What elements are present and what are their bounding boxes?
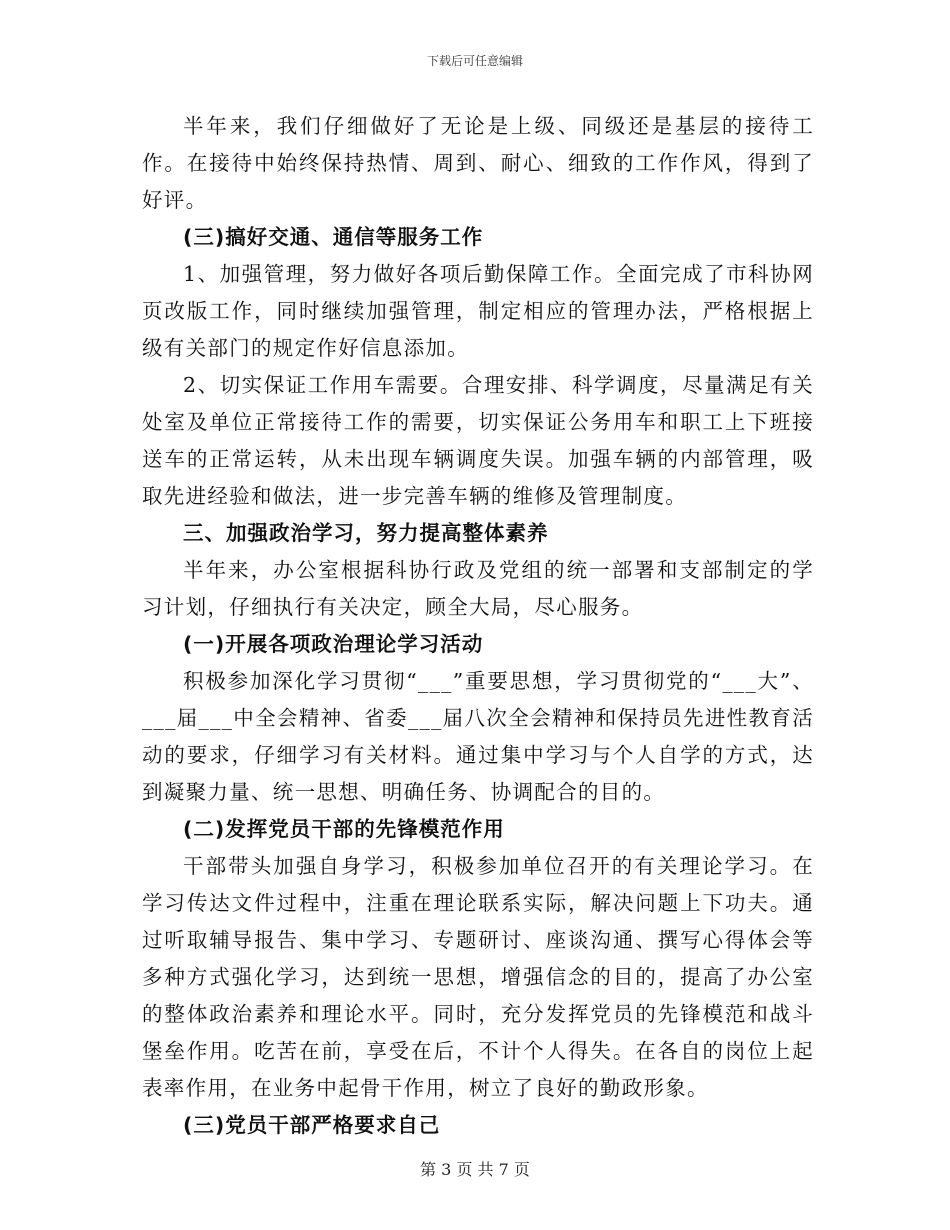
page-number: 第 3 页 共 7 页 — [420, 1160, 530, 1179]
paragraph-study-overview: 半年来，办公室根据科协行政及党组的统一部署和支部制定的学习计划，仔细执行有关决定，顾全大局，尽心服务。 — [142, 558, 814, 619]
paragraph-vehicles: 2、切实保证工作用车需要。合理安排、科学调度，尽量满足有关处室及单位正常接待工作的需要，切实保证公务用车和职工上下班接送车的正常运转，从未出现车辆调度失误。加强车辆的内部管理，吸取先进经验和做法，进一步完善车辆的维修及管理制度。 — [142, 373, 814, 508]
section-heading-political-study: 三、加强政治学习，努力提高整体素养 — [183, 521, 549, 545]
paragraph-theory-activities: 积极参加深化学习贯彻“___”重要思想，学习贯彻党的“___大”、___届___中全会精神、省委___届八次全会精神和保持员先进性教育活动的要求，仔细学习有关材料。通过集中学习与个人自学的方式，达到凝聚力量、统一思想、明确任务、协调配合的目的。 — [142, 669, 814, 804]
section-heading-transport: (三)搞好交通、通信等服务工作 — [183, 225, 484, 249]
paragraph-reception: 半年来，我们仔细做好了无论是上级、同级还是基层的接待工作。在接待中始终保持热情、周到、耐心、细致的工作作风，得到了好评。 — [142, 114, 814, 212]
section-heading-self-discipline: (三)党员干部严格要求自己 — [183, 1113, 441, 1137]
paragraph-pioneer-role: 干部带头加强自身学习，积极参加单位召开的有关理论学习。在学习传达文件过程中，注重在理论联系实际，解决问题上下功夫。通过听取辅导报告、集中学习、专题研讨、座谈沟通、撰写心得体会等多种方式强化学习，达到统一思想，增强信念的目的，提高了办公室的整体政治素养和理论水平。同时，充分发挥党员的先锋模范和战斗堡垒作用。吃苦在前，享受在后，不计个人得失。在各自的岗位上起表率作用，在业务中起骨干作用，树立了良好的勤政形象。 — [142, 854, 814, 1100]
paragraph-logistics: 1、加强管理，努力做好各项后勤保障工作。全面完成了市科协网页改版工作，同时继续加强管理，制定相应的管理办法，严格根据上级有关部门的规定作好信息添加。 — [142, 262, 814, 360]
section-heading-theory-activities: (一)开展各项政治理论学习活动 — [183, 632, 484, 656]
document-body — [142, 108, 814, 1144]
section-heading-pioneer-role: (二)发挥党员干部的先锋模范作用 — [183, 817, 505, 841]
page-header: 下载后可任意编辑 — [426, 54, 523, 68]
